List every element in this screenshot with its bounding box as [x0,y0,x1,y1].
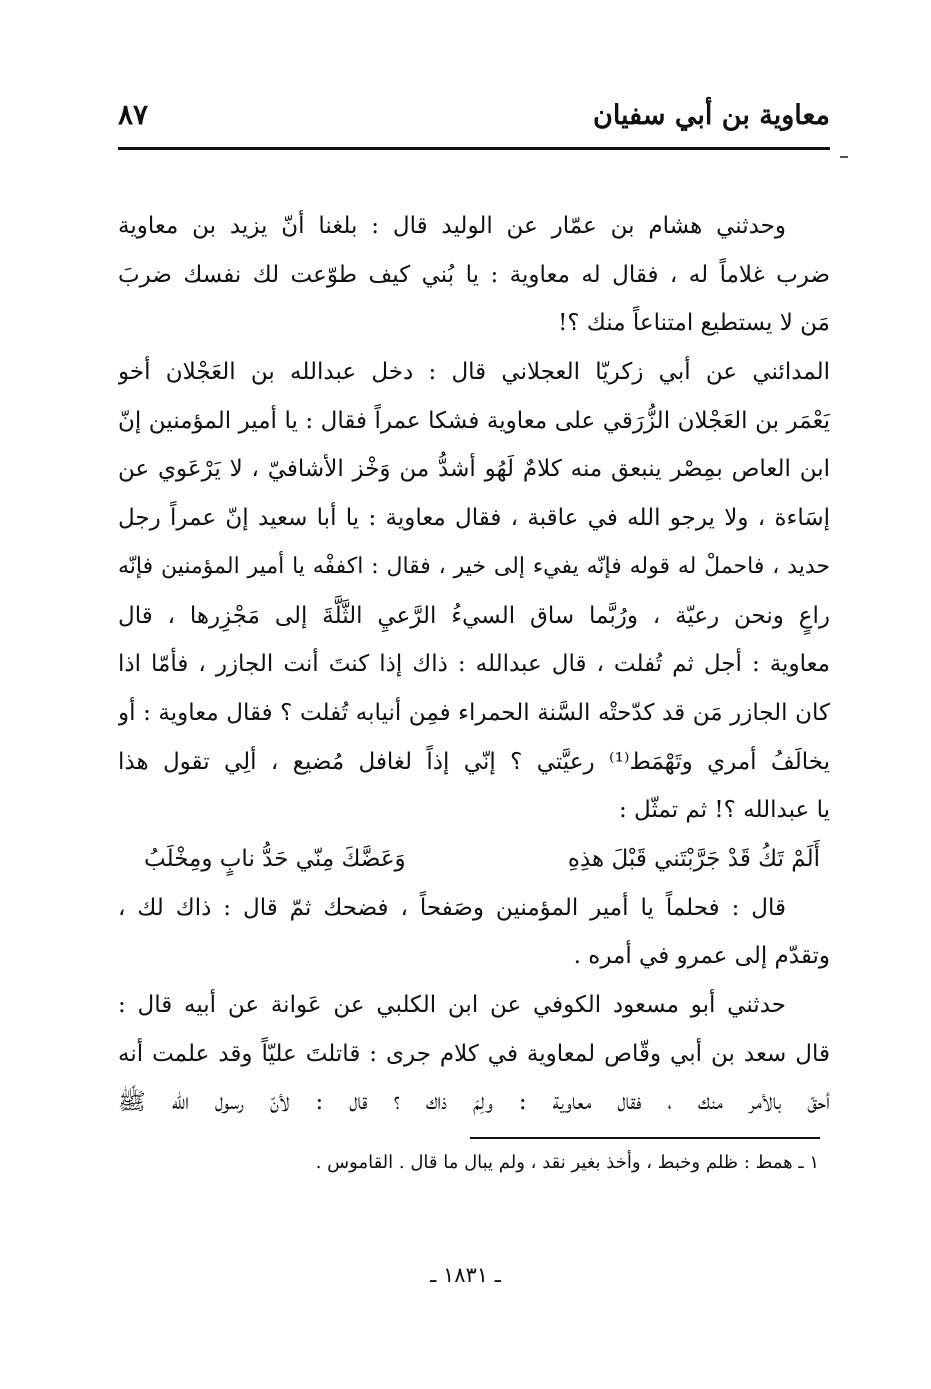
text-line: وتقدّم إلى عمرو في أمره . [573,943,830,970]
body-text [118,202,830,1127]
text-line: ضرب غلاماً له ، فقال له معاوية : يا بُني كيف طوّعت لك نفسك ضربَ [118,261,830,288]
text-line: مَن لا يستطيع امتناعاً منك ؟! [558,310,830,337]
poetry-verse [118,835,830,884]
text-line: إسَاءة ، ولا يرجو الله في عاقبة ، فقال معاوية : يا أبا سعيد إنّ عمراً رجل [118,505,830,532]
verse-second-hemistich: وَعَضَّكَ مِنّي حَدُّ نابٍ ومِخْلَبُ [144,845,406,872]
margin-mark [840,156,848,158]
footnote: ١ ـ همط : ظلم وخبط ، وأخذ بغير نقد ، ولم يبال ما قال . القاموس . [315,1152,819,1173]
text-line: حديد ، فاحملْ له قوله فإنّه يفيء إلى خير ، فقال : اكففْه يا أمير المؤمنين فإنّه [118,553,830,579]
header-rule [118,147,830,150]
running-title: معاوية بن أبي سفيان [592,100,830,131]
text-line: ابن العاص بمِصْر ينبعق منه كلامٌ لَهُو أشدُّ من وَخْز الأشافيّ ، لا يَرْعَوي عن [118,456,830,483]
page-header [118,92,830,142]
footnote-rule [470,1137,820,1139]
text-line: يَعْمَر بن العَجْلان الزُّرَقي على معاوية فشكا عمراً فقال : يا أمير المؤمنين إنّ [118,407,830,434]
footer-page-number: ـ ١٨٣١ ـ [430,1263,501,1287]
verse-first-hemistich: أَلَمْ تَكُ قَدْ جَرَّبْتَني قَبْلَ هذِهِ [567,845,820,872]
text-line: يخالَفُ أمري وتَهْمَط⁽¹⁾ رعيَّتي ؟ إنّي إذاً لغافل مُضيع ، ألِي تقول هذا [118,748,830,775]
text-line: كان الجازر مَن قد كدّحتْه السَّنة الحمراء فمِن أنيابه تُفلت ؟ فقال معاوية : أو [118,699,830,726]
text-line: راعٍ ونحن رعيّة ، ورُبَّما ساق السيءُ الرَّعيِ الثَّلَّةَ إلى مَجْزِرها ، قال [118,602,830,629]
text-line: وحدثني هشام بن عمّار عن الوليد قال : بلغنا أنّ يزيد بن معاوية [118,213,786,239]
page-number: ٨٧ [118,98,149,131]
text-line: معاوية : أجل ثم تُفلت ، قال عبدالله : ذاك إذا كنتَ أنت الجازر ، فأمّا اذا [118,651,830,678]
text-line: المدائني عن أبي زكريّا العجلاني قال : دخل عبدالله بن العَجْلان أخو [118,359,830,386]
text-line: قال سعد بن أبي وقّاص لمعاوية في كلام جرى : قاتلتَ عليّاً وقد علمت أنه [118,1040,830,1067]
text-line: يا عبدالله ؟! ثم تمثّل : [618,797,830,824]
text-line: أحقّ بالأمر منك ، فقال معاوية : ولِمَ ذاك ؟ قال : لأنّ رسول الله ﷺ [118,1089,830,1116]
text-line: قال : فحلماً يا أمير المؤمنين وصَفحاً ، فضحك ثمّ قال : ذاك لك ، [118,894,786,921]
text-line: حدثني أبو مسعود الكوفي عن ابن الكلبي عن عَوانة عن أبيه قال : [118,992,786,1018]
